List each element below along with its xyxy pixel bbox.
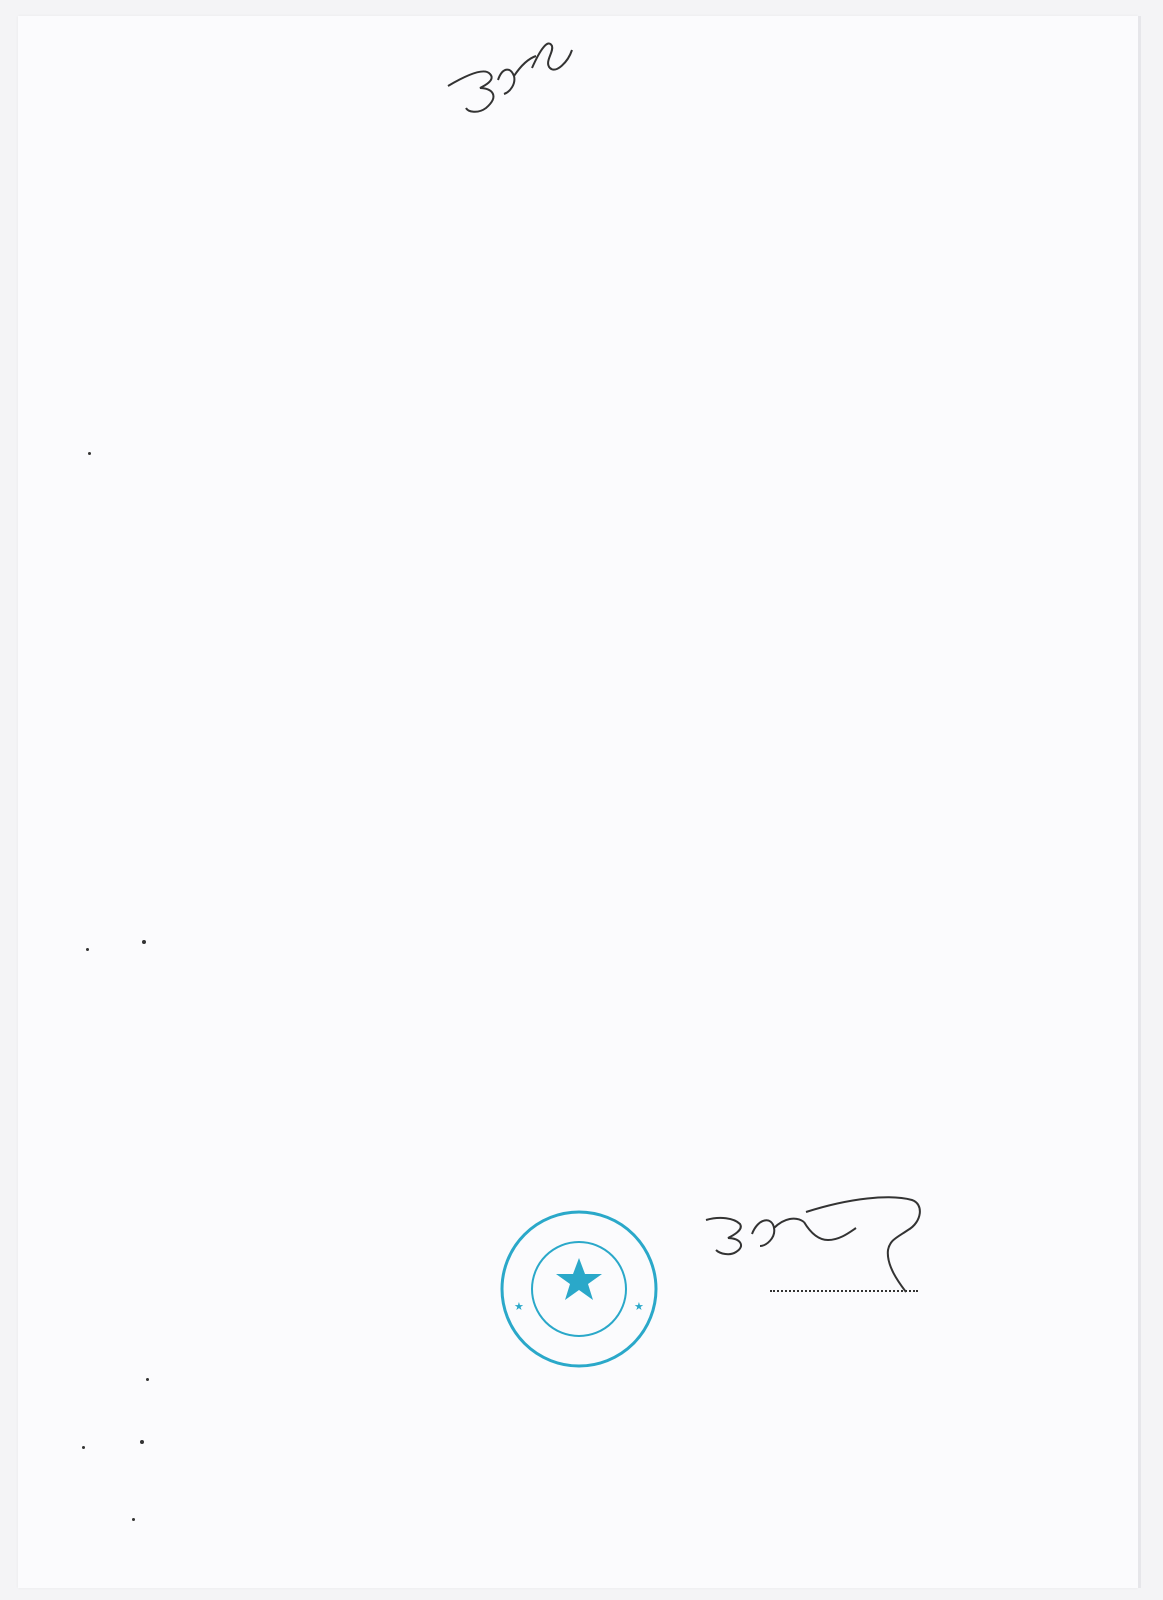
stamp-star-left-icon: ★ xyxy=(514,1300,524,1313)
signature-line xyxy=(770,1290,918,1292)
party-seal-stamp xyxy=(498,1208,660,1370)
initials-signature-top xyxy=(440,28,590,138)
scan-speck xyxy=(86,948,89,951)
scan-speck xyxy=(82,1446,85,1449)
scan-speck xyxy=(88,452,91,455)
star-icon xyxy=(556,1258,602,1300)
scan-speck xyxy=(140,1440,144,1444)
stamp-star-right-icon: ★ xyxy=(634,1300,644,1313)
scan-speck xyxy=(142,940,146,944)
page-edge xyxy=(1138,16,1141,1588)
scan-speck xyxy=(132,1518,135,1521)
scan-speck xyxy=(146,1378,149,1381)
